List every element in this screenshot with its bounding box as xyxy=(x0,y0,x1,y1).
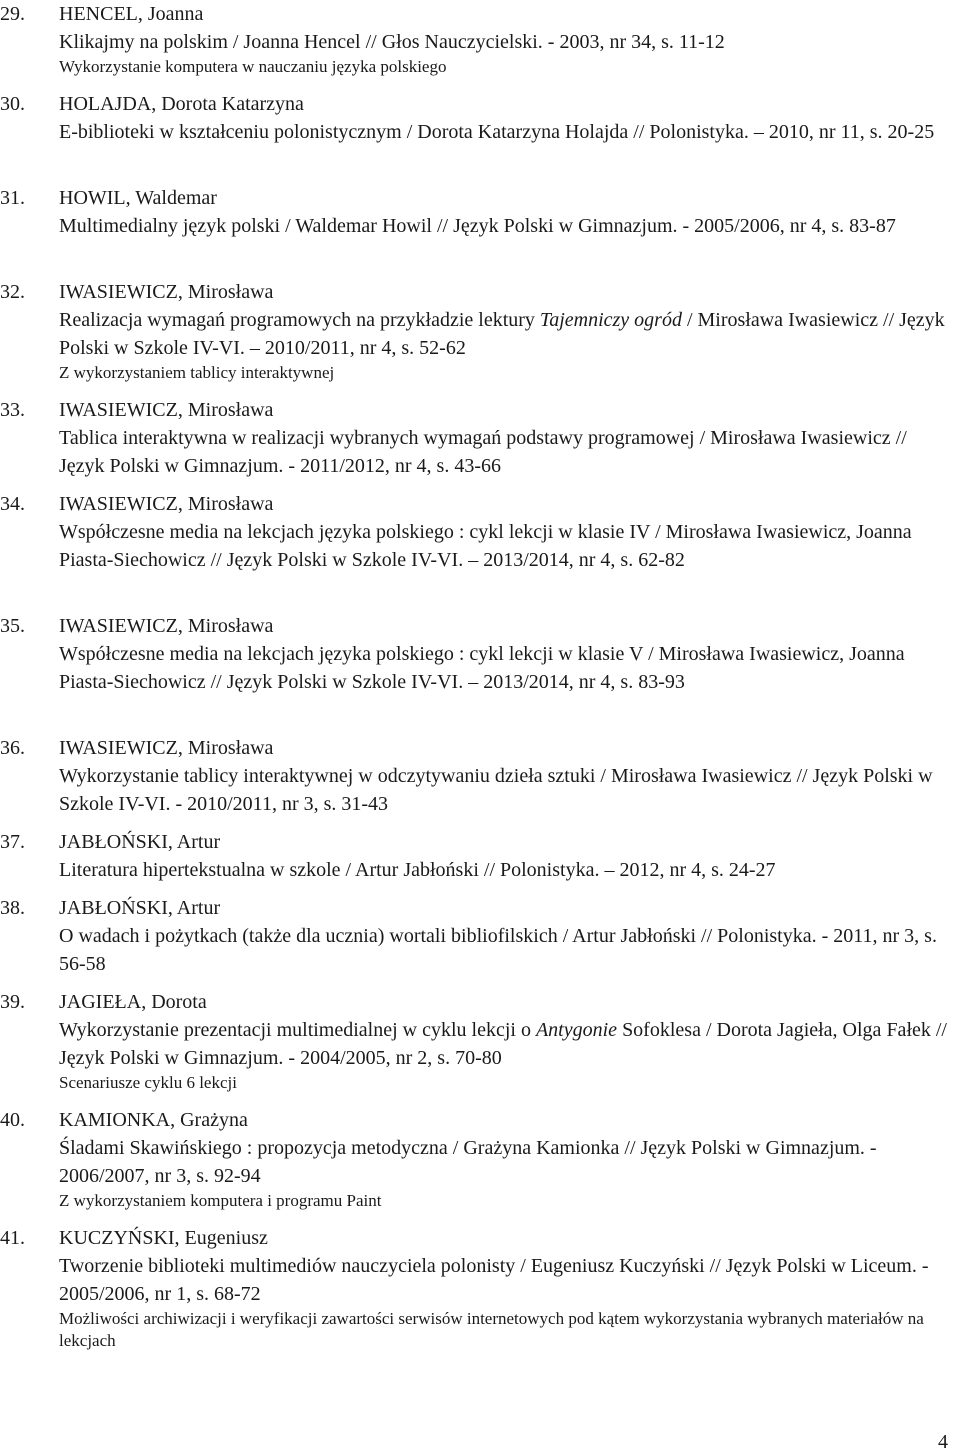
entry-citation: Wykorzystanie tablicy interaktywnej w odczytywaniu dzieła sztuki / Mirosława Iwasiewicz // Język Polski w Szkole IV-VI. - 2010/2011, nr 3, s. 31-43 xyxy=(59,765,933,815)
entry-note: Wykorzystanie komputera w nauczaniu języka polskiego xyxy=(59,57,447,76)
bibliography-entry-35 xyxy=(0,612,950,696)
entry-number: 29. xyxy=(0,3,25,25)
entry-number: 33. xyxy=(0,399,25,421)
entry-number: 41. xyxy=(0,1227,25,1249)
bibliography-entry-31 xyxy=(0,184,950,240)
entry-number: 37. xyxy=(0,831,25,853)
bibliography-entry-33 xyxy=(0,396,950,480)
entry-citation: Współczesne media na lekcjach języka polskiego : cykl lekcji w klasie V / Mirosława Iwasiewicz, Joanna Piasta-Siechowicz // Język Polski w Szkole IV-VI. – 2013/2014, nr 4, s. 83-93 xyxy=(59,643,905,693)
page-number: 4 xyxy=(938,1431,948,1453)
entry-number: 38. xyxy=(0,897,25,919)
entry-author: HENCEL, Joanna xyxy=(59,3,204,25)
entry-citation: Klikajmy na polskim / Joanna Hencel // Głos Nauczycielski. - 2003, nr 34, s. 11-12 xyxy=(59,31,725,53)
entry-citation: Tworzenie biblioteki multimediów nauczyciela polonisty / Eugeniusz Kuczyński // Język Polski w Liceum. - 2005/2006, nr 1, s. 68-72 xyxy=(59,1255,929,1305)
entry-citation: O wadach i pożytkach (także dla ucznia) wortali bibliofilskich / Artur Jabłoński // Polonistyka. - 2011, nr 3, s. 56-58 xyxy=(59,925,937,975)
entry-author: IWASIEWICZ, Mirosława xyxy=(59,399,274,421)
entry-author: KUCZYŃSKI, Eugeniusz xyxy=(59,1227,268,1249)
bibliography-entry-39 xyxy=(0,988,950,1094)
entry-citation: Współczesne media na lekcjach języka polskiego : cykl lekcji w klasie IV / Mirosława Iwasiewicz, Joanna Piasta-Siechowicz // Język Polski w Szkole IV-VI. – 2013/2014, nr 4, s. 62-82 xyxy=(59,521,912,571)
entry-citation: E-biblioteki w kształceniu polonistycznym / Dorota Katarzyna Holajda // Polonistyka. – 2010, nr 11, s. 20-25 xyxy=(59,121,935,143)
entry-note: Scenariusze cyklu 6 lekcji xyxy=(59,1073,237,1092)
bibliography-entry-30 xyxy=(0,90,950,146)
entry-author: IWASIEWICZ, Mirosława xyxy=(59,281,274,303)
entry-author: IWASIEWICZ, Mirosława xyxy=(59,493,274,515)
entry-citation: Multimedialny język polski / Waldemar Howil // Język Polski w Gimnazjum. - 2005/2006, nr 4, s. 83-87 xyxy=(59,215,896,237)
bibliography-entry-41 xyxy=(0,1224,950,1352)
entry-author: IWASIEWICZ, Mirosława xyxy=(59,737,274,759)
bibliography-entry-34 xyxy=(0,490,950,574)
bibliography-entry-32 xyxy=(0,278,950,384)
entry-citation: Tablica interaktywna w realizacji wybranych wymagań podstawy programowej / Mirosława Iwasiewicz // Język Polski w Gimnazjum. - 2011/2012, nr 4, s. 43-66 xyxy=(59,427,907,477)
entry-note: Możliwości archiwizacji i weryfikacji zawartości serwisów internetowych pod kątem wykorzystania wybranych materiałów na lekcjach xyxy=(59,1309,924,1350)
work-title: Antygonie xyxy=(535,1019,618,1041)
bibliography-entry-38 xyxy=(0,894,950,978)
entry-author: IWASIEWICZ, Mirosława xyxy=(59,615,274,637)
entry-author: HOWIL, Waldemar xyxy=(59,187,217,209)
entry-number: 39. xyxy=(0,991,25,1013)
entry-number: 34. xyxy=(0,493,25,515)
bibliography-entry-29 xyxy=(0,0,950,78)
bibliography-entry-36 xyxy=(0,734,950,818)
entry-citation: Śladami Skawińskiego : propozycja metodyczna / Grażyna Kamionka // Język Polski w Gimnazjum. - 2006/2007, nr 3, s. 92-94 xyxy=(59,1137,877,1187)
entry-number: 36. xyxy=(0,737,25,759)
entry-number: 35. xyxy=(0,615,25,637)
entry-note: Z wykorzystaniem komputera i programu Paint xyxy=(59,1191,382,1210)
entry-author: JABŁOŃSKI, Artur xyxy=(59,897,221,919)
entry-number: 31. xyxy=(0,187,25,209)
entry-author: KAMIONKA, Grażyna xyxy=(59,1109,248,1131)
bibliography-entry-40 xyxy=(0,1106,950,1212)
entry-number: 30. xyxy=(0,93,25,115)
entry-author: HOLAJDA, Dorota Katarzyna xyxy=(59,93,304,115)
entry-note: Z wykorzystaniem tablicy interaktywnej xyxy=(59,363,335,382)
work-title: Tajemniczy ogród xyxy=(539,309,682,331)
entry-number: 32. xyxy=(0,281,25,303)
entry-citation: Literatura hipertekstualna w szkole / Artur Jabłoński // Polonistyka. – 2012, nr 4, s. 24-27 xyxy=(59,859,776,881)
entry-citation: Wykorzystanie prezentacji multimedialnej w cyklu lekcji o Antygonie Sofoklesa / Dorota Jagieła, Olga Fałek // Język Polski w Gimnazjum. - 2004/2005, nr 2, s. 70-80 xyxy=(59,1019,947,1069)
entry-author: JAGIEŁA, Dorota xyxy=(59,991,207,1013)
bibliography-entry-37 xyxy=(0,828,950,884)
entry-number: 40. xyxy=(0,1109,25,1131)
entry-citation: Realizacja wymagań programowych na przykładzie lektury Tajemniczy ogród / Mirosława Iwasiewicz // Język Polski w Szkole IV-VI. – 2010/2011, nr 4, s. 52-62 xyxy=(59,309,945,359)
entry-author: JABŁOŃSKI, Artur xyxy=(59,831,221,853)
